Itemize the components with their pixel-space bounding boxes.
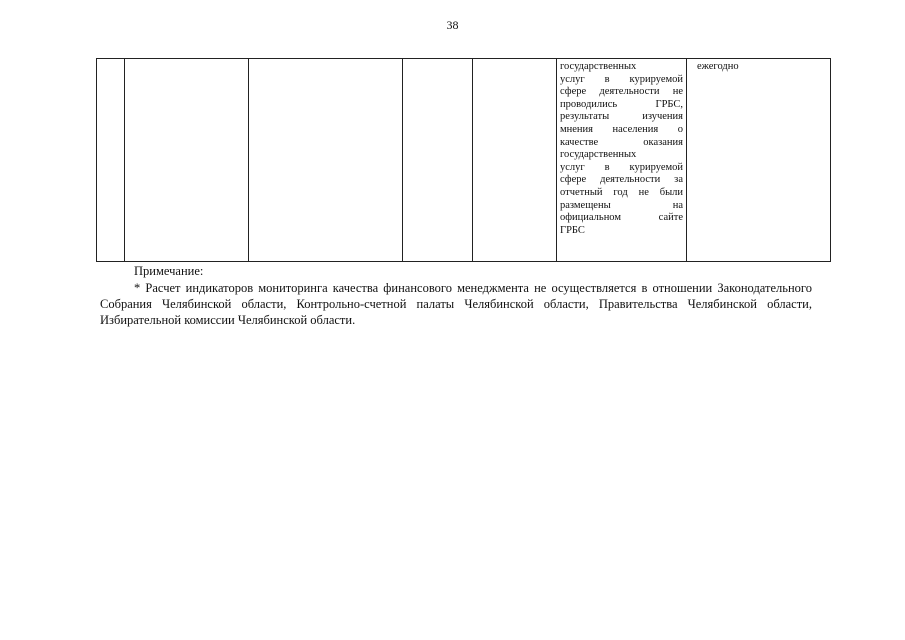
table-cell-formula	[249, 59, 403, 262]
description-line: услуг в курируемой	[560, 161, 683, 173]
description-text	[557, 59, 686, 237]
table-cell-unit	[403, 59, 473, 262]
note-title: Примечание:	[134, 264, 204, 278]
description-line: проводились ГРБС,	[560, 98, 683, 110]
description-line: услуг в курируемой	[560, 73, 683, 85]
table-row	[97, 59, 831, 262]
description-line: сфере деятельности не	[560, 86, 683, 98]
description-line: размещены на	[560, 199, 683, 211]
description-line: официальном сайте	[560, 212, 683, 224]
table-cell-indicator	[125, 59, 249, 262]
frequency-text: ежегодно	[697, 61, 739, 72]
description-line: ГРБС	[560, 224, 585, 236]
description-line: отчетный год не были	[560, 186, 683, 198]
description-line: качестве оказания	[560, 136, 683, 148]
table-cell-frequency	[687, 59, 831, 262]
description-line: государственных	[560, 61, 637, 72]
table-cell-description	[557, 59, 687, 262]
table-cell-value	[473, 59, 557, 262]
page-number: 38	[446, 18, 459, 32]
description-line: мнения населения о	[560, 123, 683, 135]
note-text: * Расчет индикаторов мониторинга качества финансового менеджмента не осуществляется в отношении Законодательного Собрания Челябинской области, Контрольно-счетной палаты Челябинской области, Правительства Челябинской области, Избирательной комиссии Челябинской области.	[100, 281, 812, 327]
description-line: государственных	[560, 149, 637, 161]
table-cell-number	[97, 59, 125, 262]
description-line: сфере деятельности за	[560, 174, 683, 186]
continuation-table	[96, 58, 831, 262]
description-line: результаты изучения	[560, 111, 683, 123]
